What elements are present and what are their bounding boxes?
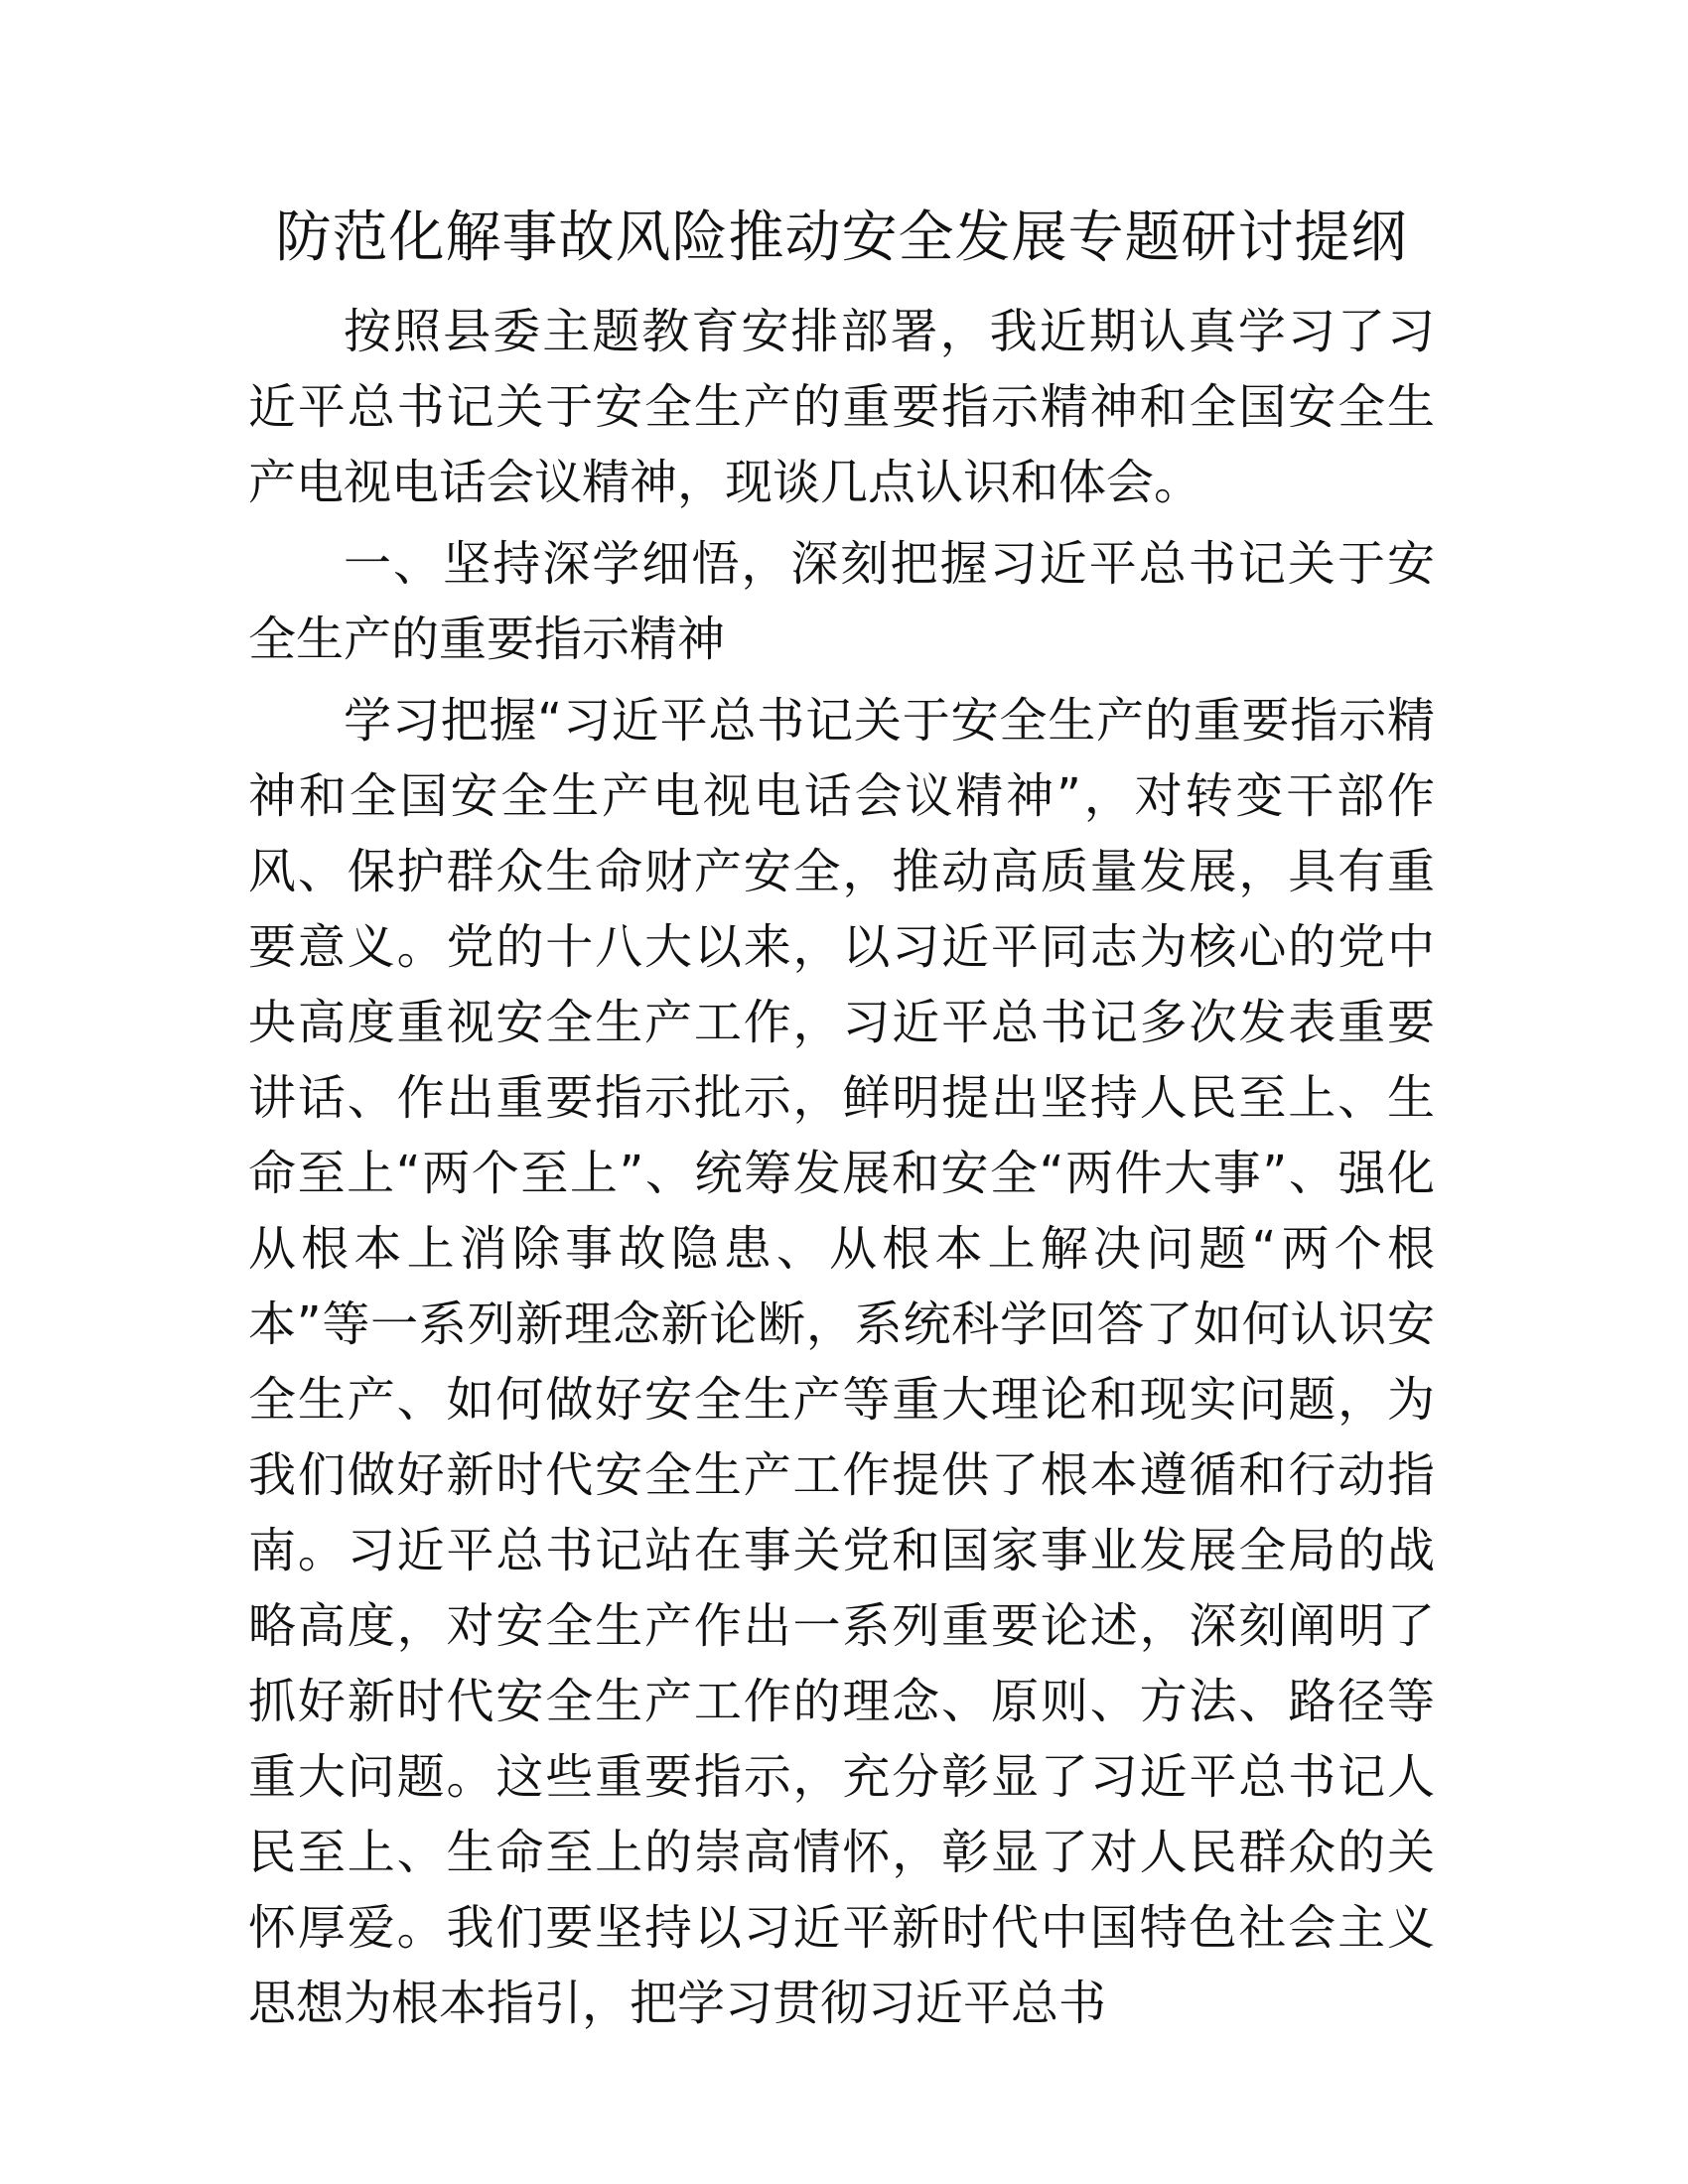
intro-paragraph: 按照县委主题教育安排部署，我近期认真学习了习近平总书记关于安全生产的重要指示精神和全国安全生产电视电话会议精神，现谈几点认识和体会。 (248, 304, 1435, 510)
document-title: 防范化解事故风险推动安全发展专题研讨提纲 (275, 205, 1408, 270)
section-heading-1: 一、坚持深学细悟，深刻把握习近平总书记关于安全生产的重要指示精神 (248, 536, 1435, 667)
document-page (248, 199, 1435, 2041)
body-paragraph: 学习把握“习近平总书记关于安全生产的重要指示精神和全国安全生产电视电话会议精神”，对转变干部作风、保护群众生命财产安全，推动高质量发展，具有重要意义。党的十八大以来，以习近平同志为核心的党中央高度重视安全生产工作，习近平总书记多次发表重要讲话、作出重要指示批示，鲜明提出坚持人民至上、生命至上“两个至上”、统筹发展和安全“两件大事”、强化从根本上消除事故隐患、从根本上解决问题“两个根本”等一系列新理念新论断，系统科学回答了如何认识安全生产、如何做好安全生产等重大理论和现实问题，为我们做好新时代安全生产工作提供了根本遵循和行动指南。习近平总书记站在事关党和国家事业发展全局的战略高度，对安全生产作出一系列重要论述，深刻阐明了抓好新时代安全生产工作的理念、原则、方法、路径等重大问题。这些重要指示，充分彰显了习近平总书记人民至上、生命至上的崇高情怀，彰显了对人民群众的关怀厚爱。我们要坚持以习近平新时代中国特色社会主义思想为根本指引，把学习贯彻习近平总书 (248, 693, 1435, 2031)
